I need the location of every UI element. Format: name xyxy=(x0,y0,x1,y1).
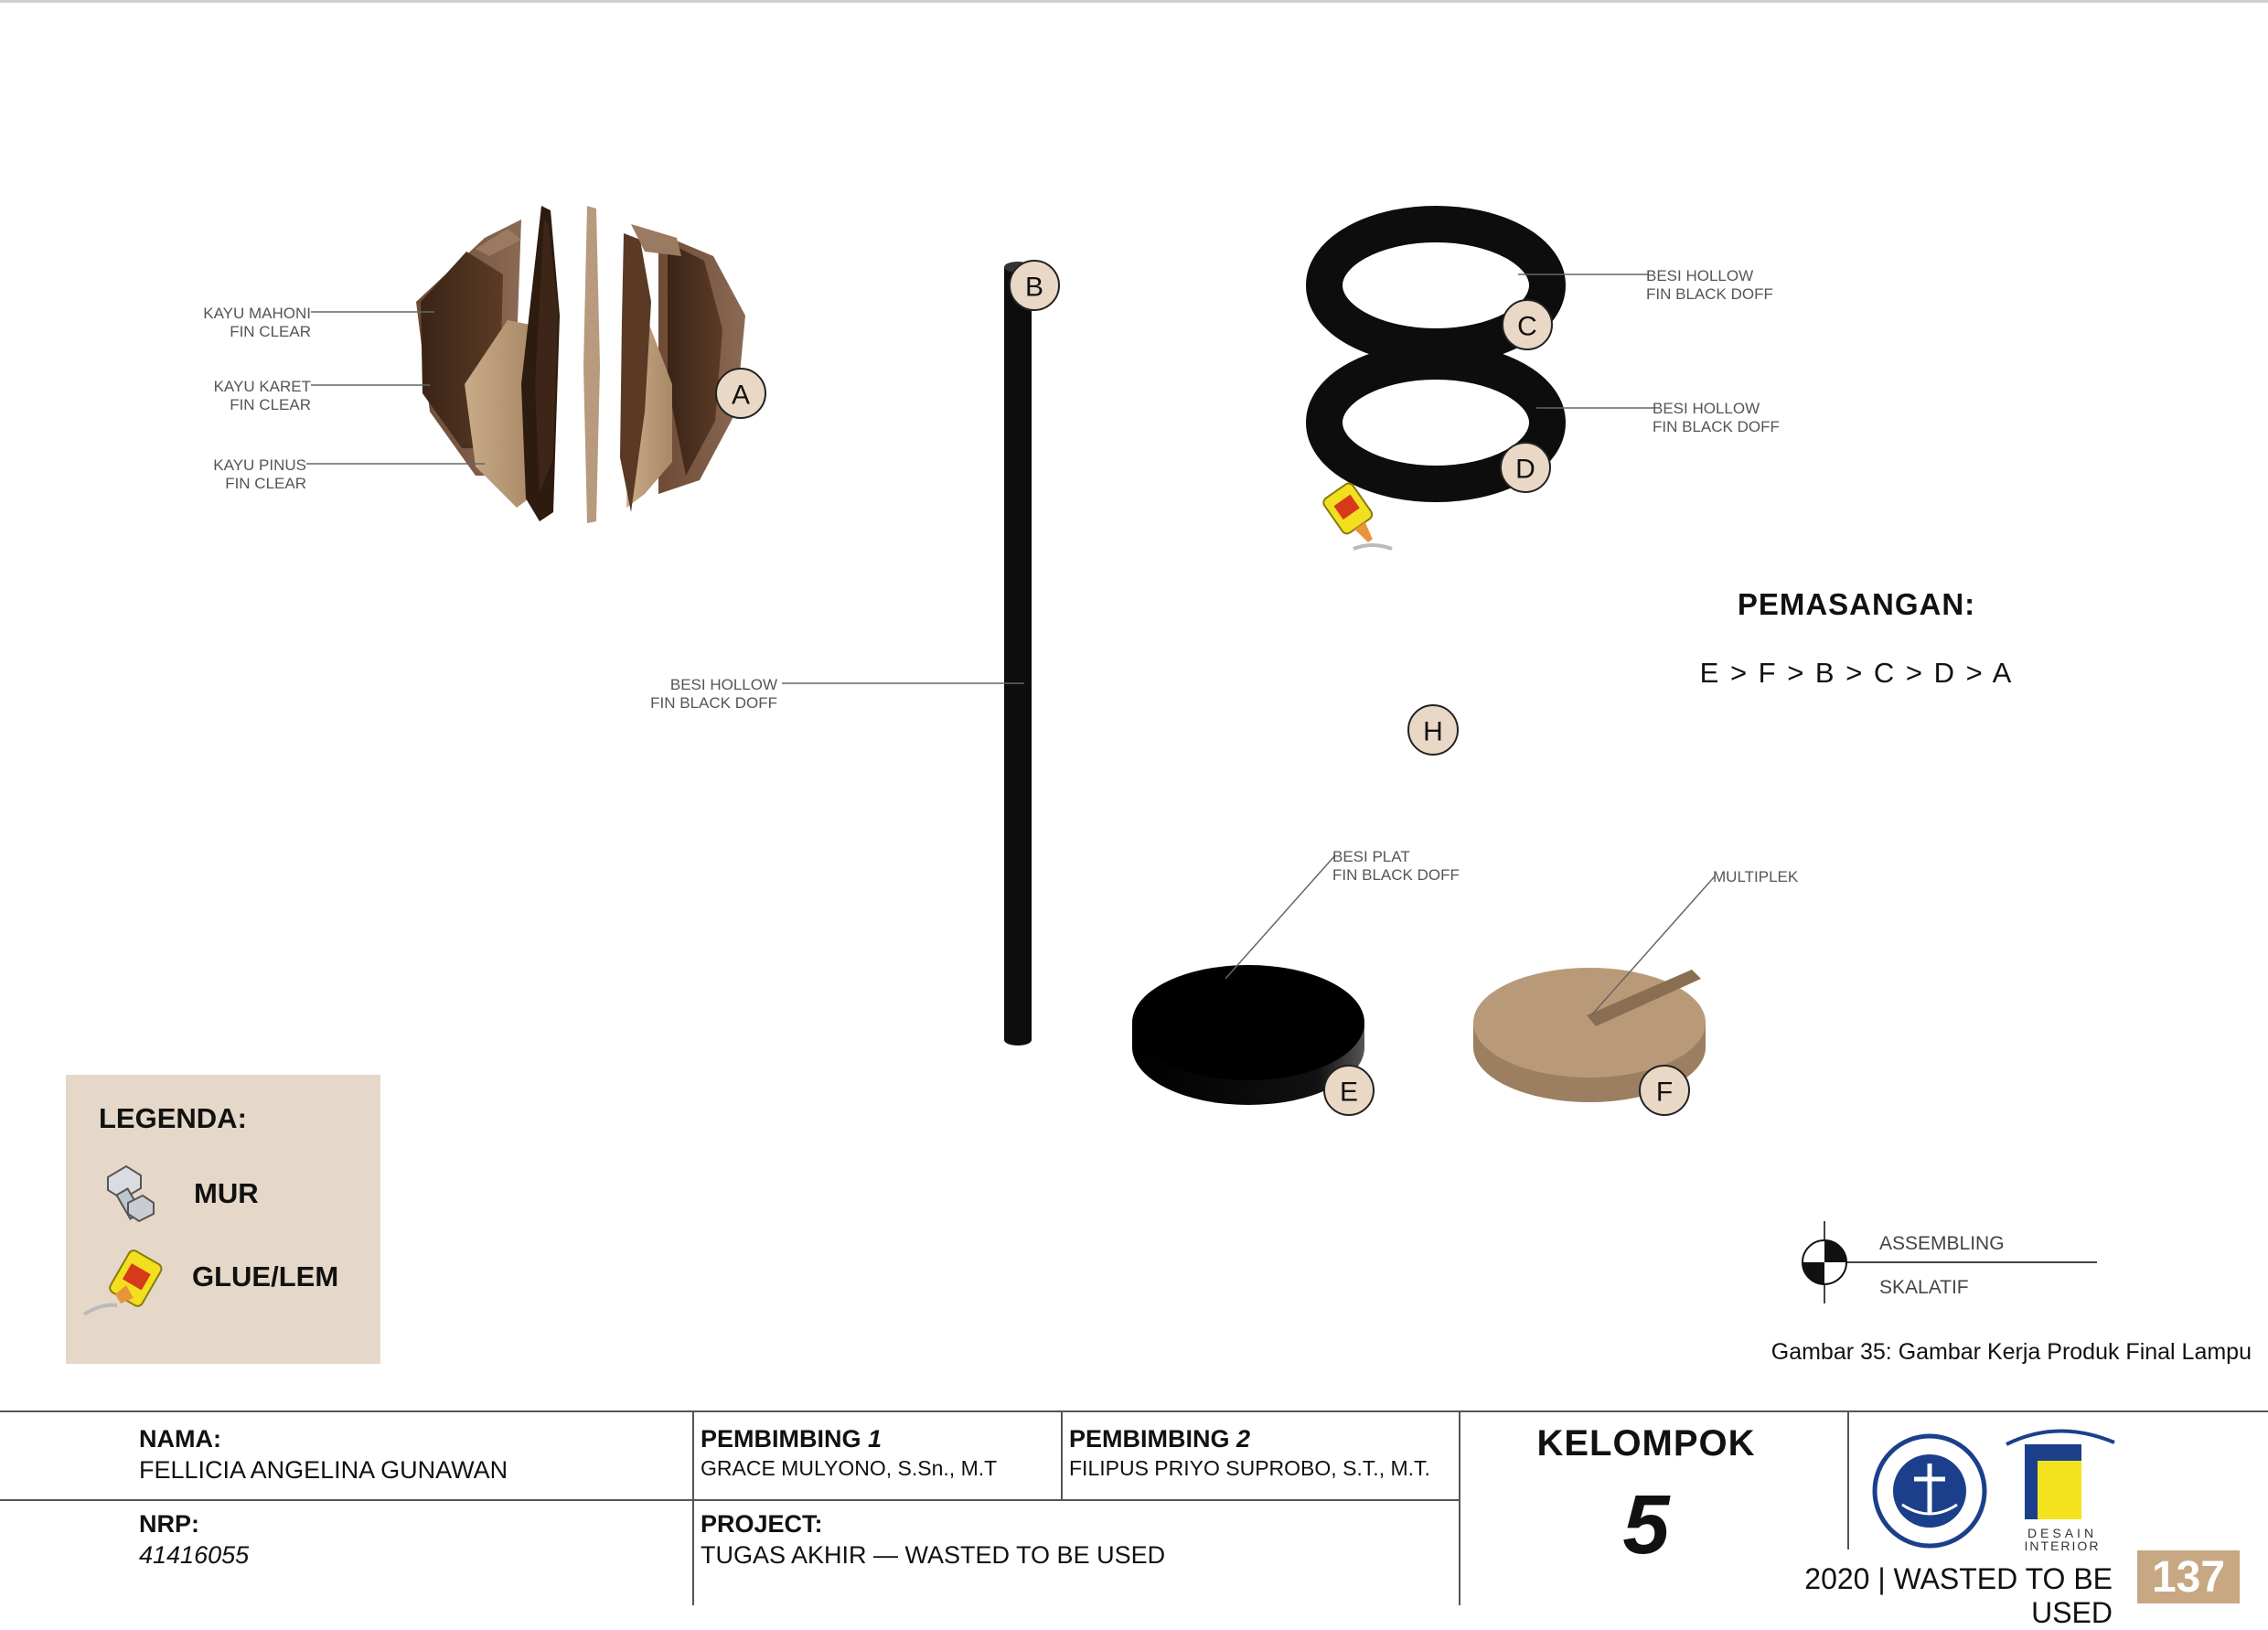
svg-text:B: B xyxy=(1024,272,1044,303)
desain-interior-logo xyxy=(2003,1424,2122,1552)
glue-drip xyxy=(1353,545,1392,549)
pembimbing1-value: GRACE MULYONO, S.Sn., M.T xyxy=(701,1456,998,1480)
label-part-e: BESI PLAT xyxy=(1332,848,1410,865)
assembly-title: PEMASANGAN: xyxy=(1737,587,1976,621)
glue-bottle-icon xyxy=(75,1239,185,1331)
view-scale: SKALATIF xyxy=(1879,1277,1969,1298)
legend-panel xyxy=(66,1075,380,1364)
assembly-sequence: E > F > B > C > D > A xyxy=(1699,657,2014,689)
svg-text:F: F xyxy=(1655,1077,1674,1108)
label-part-e-finish: FIN BLACK DOFF xyxy=(1332,866,1460,884)
legend-label-glue: GLUE/LEM xyxy=(192,1260,339,1292)
callout-a xyxy=(716,369,765,418)
part-e-leader xyxy=(1225,855,1335,979)
page-number: 137 xyxy=(2137,1550,2240,1603)
callout-h xyxy=(1408,705,1458,755)
svg-text:D: D xyxy=(1515,454,1535,485)
part-b-pole xyxy=(1004,262,1032,1046)
svg-text:A: A xyxy=(731,380,751,411)
svg-text:E: E xyxy=(1339,1077,1359,1108)
label-part-c: BESI HOLLOW xyxy=(1646,267,1754,284)
callout-c xyxy=(1503,300,1552,349)
callout-f xyxy=(1640,1066,1689,1115)
label-kayu-pinus: KAYU PINUS xyxy=(213,456,306,474)
svg-text:H: H xyxy=(1423,716,1443,747)
pembimbing1-label: PEMBIMBING 1 xyxy=(701,1425,883,1453)
label-part-f: MULTIPLEK xyxy=(1713,868,1799,885)
nrp-label: NRP: xyxy=(139,1510,199,1538)
legend-title: LEGENDA: xyxy=(99,1102,247,1134)
nama-value: FELLICIA ANGELINA GUNAWAN xyxy=(139,1456,508,1484)
callout-b xyxy=(1010,261,1059,310)
part-a-wooden-slats xyxy=(416,206,745,523)
kelompok-number: 5 xyxy=(1622,1478,1670,1571)
nama-label: NAMA: xyxy=(139,1425,221,1453)
legend-label-mur: MUR xyxy=(194,1177,259,1209)
label-part-b: BESI HOLLOW xyxy=(669,676,777,693)
callout-d xyxy=(1501,443,1550,492)
label-part-c-finish: FIN BLACK DOFF xyxy=(1646,285,1773,303)
label-kayu-pinus-finish: FIN CLEAR xyxy=(225,475,306,492)
figure-caption: Gambar 35: Gambar Kerja Produk Final Lampu xyxy=(1771,1339,2252,1365)
label-part-d: BESI HOLLOW xyxy=(1653,400,1760,417)
kelompok-label: KELOMPOK xyxy=(1536,1423,1756,1464)
label-part-b-finish: FIN BLACK DOFF xyxy=(650,694,777,712)
dept-logo-line2: INTERIOR xyxy=(2024,1539,2101,1552)
label-part-d-finish: FIN BLACK DOFF xyxy=(1653,418,1780,435)
pembimbing2-label: PEMBIMBING 2 xyxy=(1069,1425,1251,1453)
slat-center xyxy=(583,206,600,523)
nrp-value: 41416055 xyxy=(139,1541,250,1569)
dept-logo-line1: DESAIN xyxy=(2027,1526,2098,1540)
project-label: PROJECT: xyxy=(701,1510,823,1538)
footer-project-tag: 2020 | WASTED TO BE USED xyxy=(1804,1562,2113,1629)
label-kayu-karet: KAYU KARET xyxy=(213,378,311,395)
university-seal-logo xyxy=(1870,1432,1989,1550)
label-kayu-mahoni-finish: FIN CLEAR xyxy=(230,323,311,340)
label-kayu-mahoni: KAYU MAHONI xyxy=(203,305,311,322)
svg-text:C: C xyxy=(1517,311,1537,342)
label-kayu-karet-finish: FIN CLEAR xyxy=(230,396,311,413)
project-value: TUGAS AKHIR — WASTED TO BE USED xyxy=(701,1541,1166,1569)
bolt-nut-icon xyxy=(101,1157,165,1228)
part-a-labels xyxy=(203,305,311,492)
pembimbing2-value: FILIPUS PRIYO SUPROBO, S.T., M.T. xyxy=(1069,1456,1430,1480)
callout-e xyxy=(1324,1066,1374,1115)
view-title: ASSEMBLING xyxy=(1879,1233,2005,1254)
